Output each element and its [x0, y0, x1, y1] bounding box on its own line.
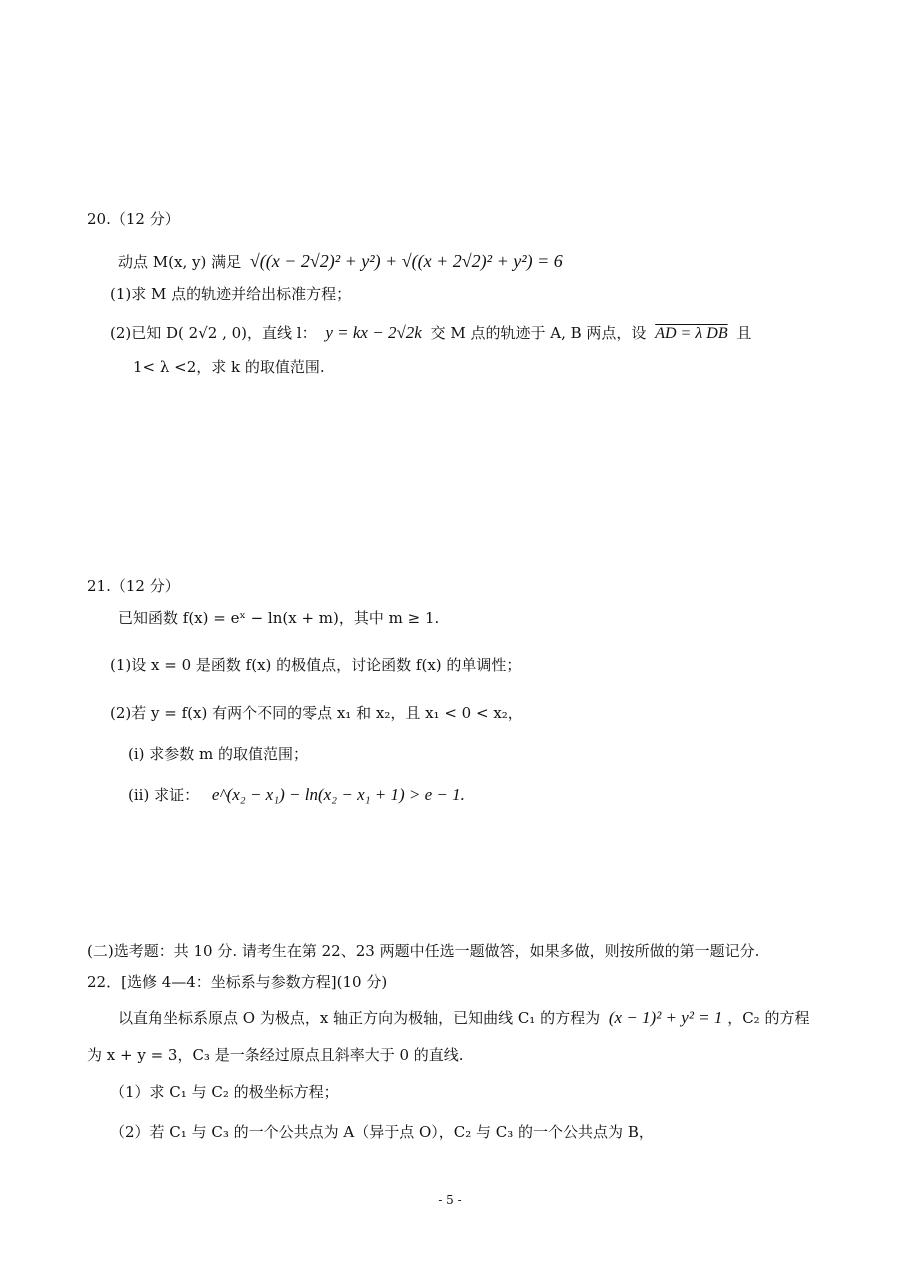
q20-stem-prefix: 动点 M(x, y) 满足 [118, 253, 242, 271]
q20-part2-c: 且 [736, 324, 752, 342]
section2-intro: (二)选考题：共 10 分. 请考生在第 22、23 两题中任选一题做答，如果多做，则按所做的第一题记分. [87, 942, 760, 960]
q20-part2-line2: 1< λ <2，求 k 的取值范围. [133, 358, 325, 376]
q20-part2-b: 交 M 点的轨迹于 A, B 两点，设 [430, 324, 647, 342]
q20-part2-formula: y = kx − 2√2k [325, 323, 422, 342]
q22-stem-line1-formula: (x − 1)² + y² = 1 [608, 1008, 723, 1027]
q20-part2-a: (2)已知 D( 2√2 , 0)，直线 l： [110, 324, 317, 342]
q22-stem-line1 [118, 1008, 809, 1028]
q22-header: 22．[选修 4—4：坐标系与参数方程](10 分) [87, 973, 388, 991]
q20-part1: (1)求 M 点的轨迹并给出标准方程； [110, 285, 352, 303]
q22-part2: （2）若 C₁ 与 C₃ 的一个公共点为 A（异于点 O），C₂ 与 C₃ 的一个公共点为 B， [110, 1123, 654, 1141]
q20-part2 [110, 323, 751, 344]
q21-stem: 已知函数 f(x) = eˣ − ln(x + m)，其中 m ≥ 1. [118, 609, 440, 627]
q21-sub-ii-label: (ii) 求证： [128, 786, 200, 804]
q20-stem [118, 251, 563, 272]
q20-part2-vector: AD = λ DB [655, 325, 728, 342]
q22-part1: （1）求 C₁ 与 C₂ 的极坐标方程； [110, 1083, 339, 1101]
q22-stem-line1-b: ，C₂ 的方程 [727, 1009, 810, 1027]
q20-header: 20.（12 分） [87, 210, 180, 228]
q22-stem-line2: 为 x + y = 3，C₃ 是一条经过原点且斜率大于 0 的直线. [87, 1046, 464, 1064]
q22-stem-line1-a: 以直角坐标系原点 O 为极点，x 轴正方向为极轴，已知曲线 C₁ 的方程为 [118, 1009, 601, 1027]
q21-part1: (1)设 x = 0 是函数 f(x) 的极值点，讨论函数 f(x) 的单调性； [110, 656, 522, 674]
page-number: - 5 - [438, 1193, 462, 1207]
q21-part2: (2)若 y = f(x) 有两个不同的零点 x₁ 和 x₂，且 x₁ < 0 < x₂， [110, 704, 523, 722]
q20-stem-formula: √((x − 2√2)² + y²) + √((x + 2√2)² + y²) = 6 [249, 251, 563, 271]
q21-sub-i: (i) 求参数 m 的取值范围； [128, 745, 309, 763]
q21-header: 21.（12 分） [87, 577, 180, 595]
q21-sub-ii [128, 785, 465, 805]
q21-sub-ii-formula: e^(x₂ − x₁) − ln(x₂ − x₁ + 1) > e − 1. [211, 785, 465, 804]
